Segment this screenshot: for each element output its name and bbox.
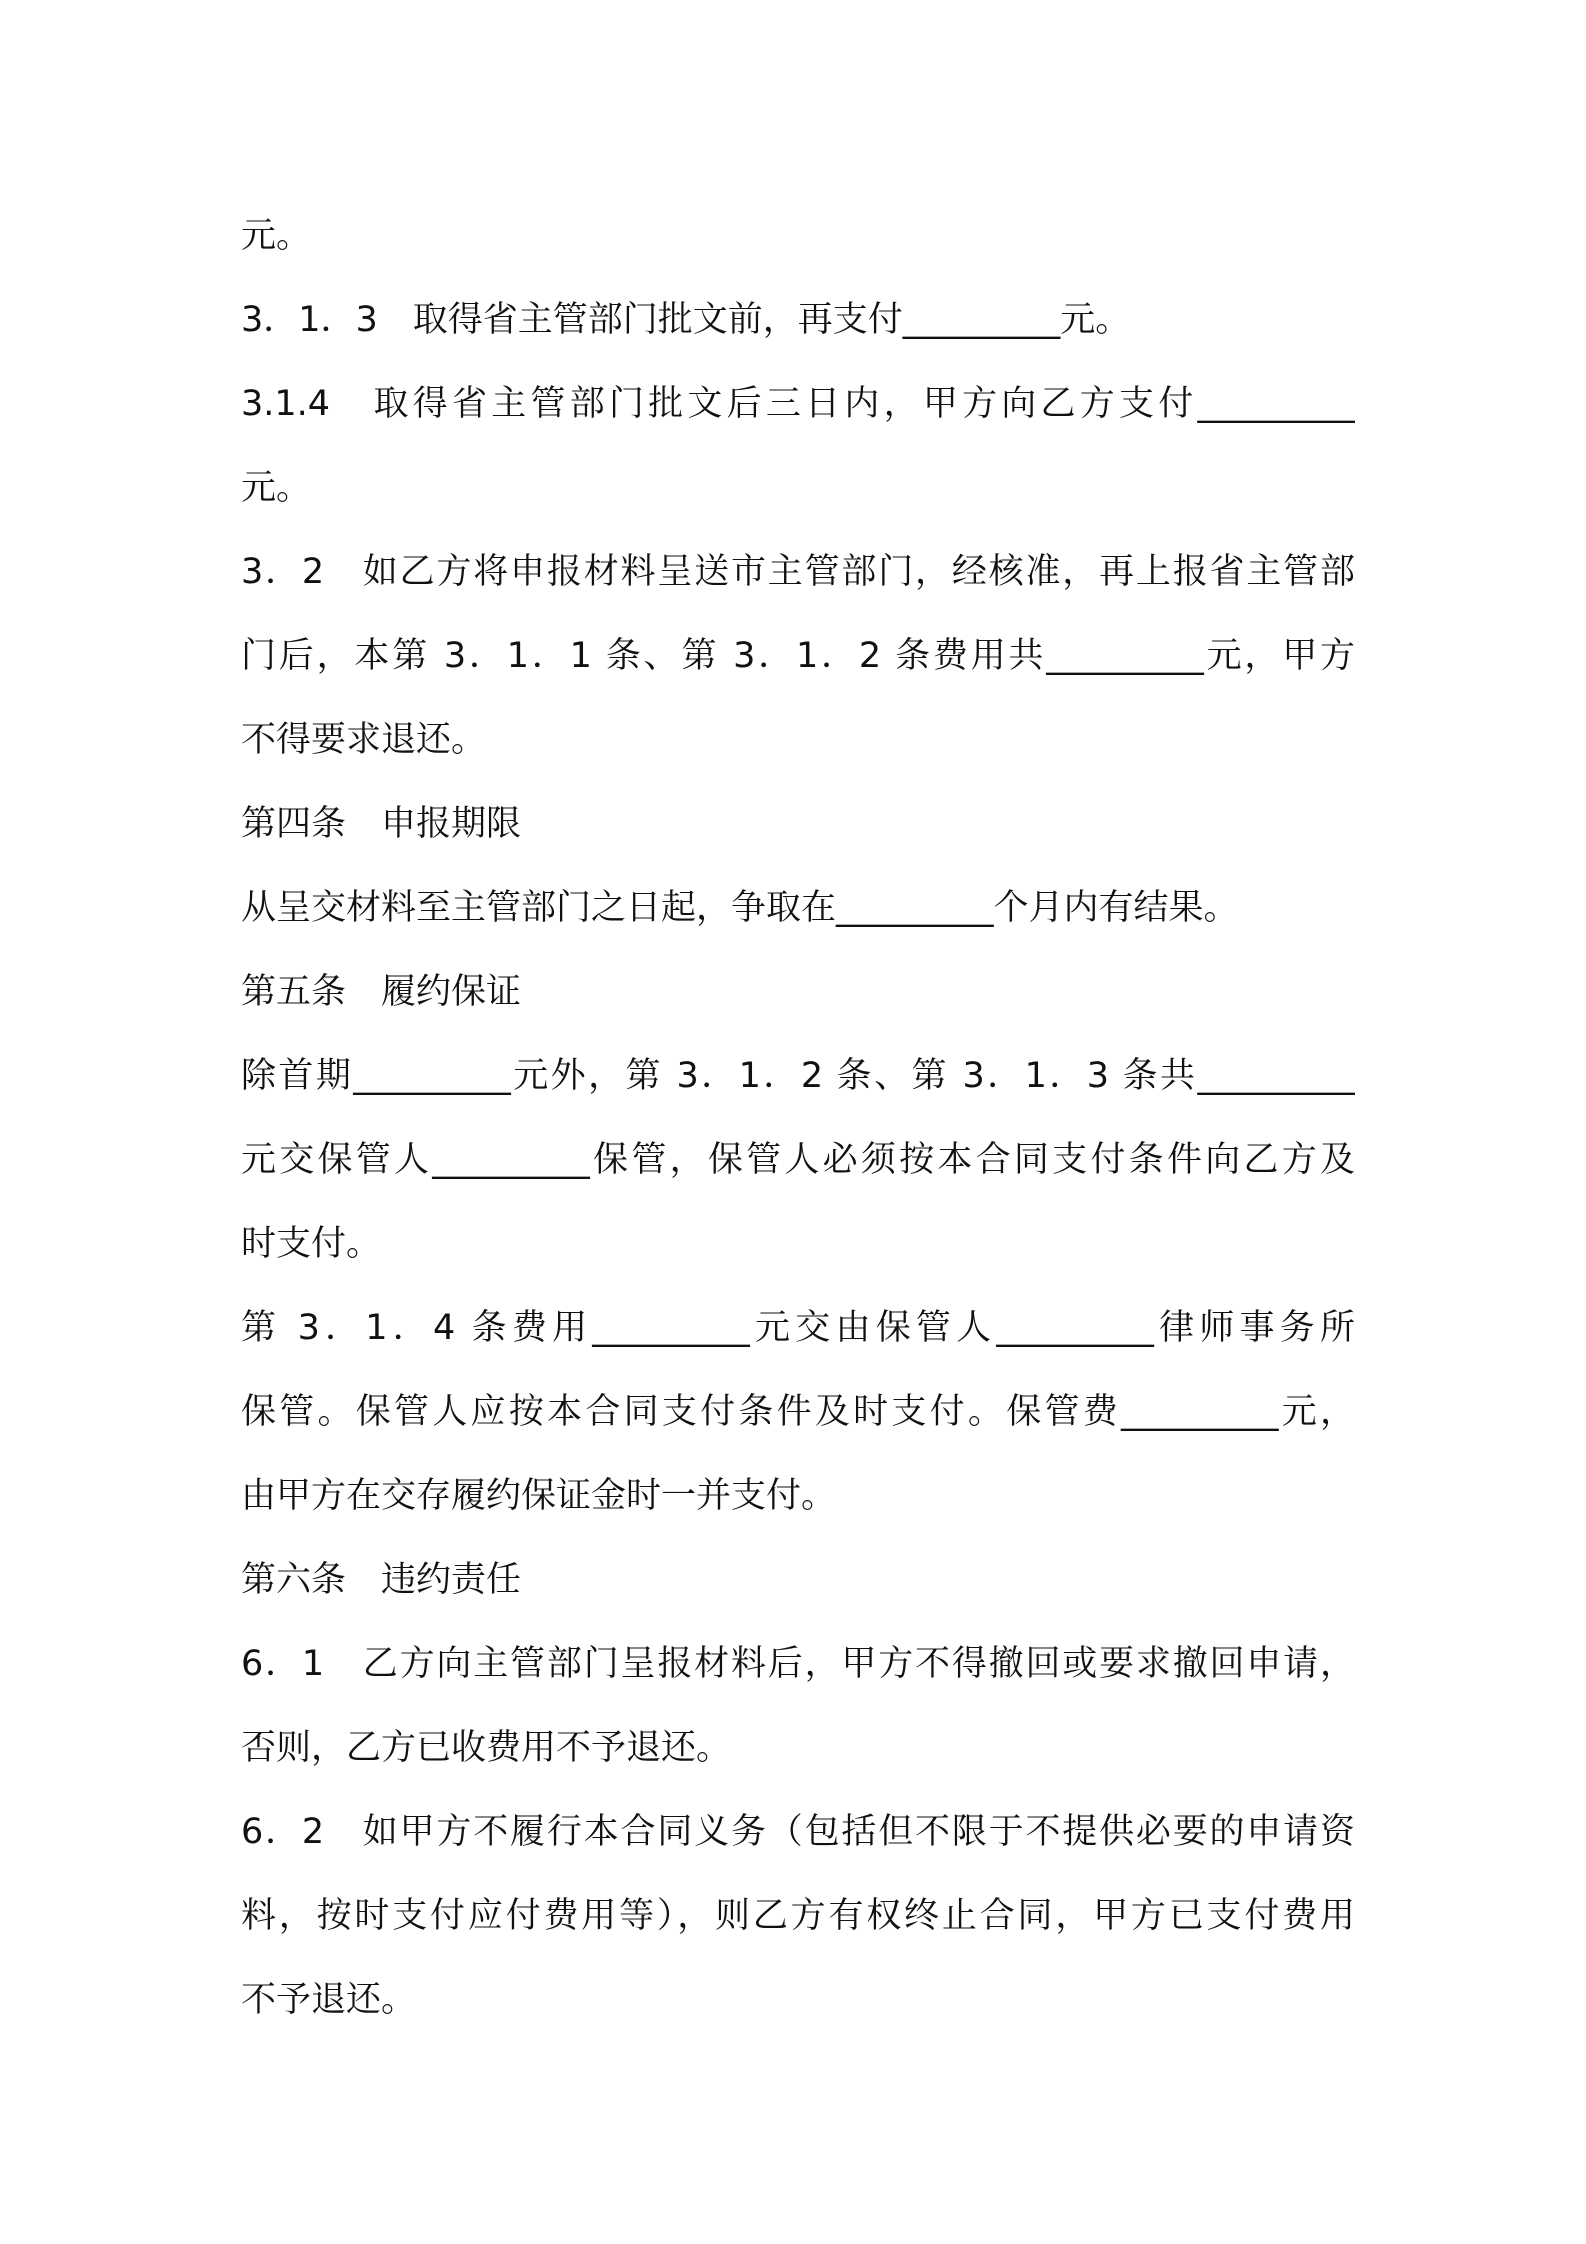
text-line: 6．2 如甲方不履行本合同义务（包括但不限于不提供必要的申请资 [241,1812,1355,1852]
article-heading: 第四条 申报期限 [241,804,522,844]
text-line: 元。 [241,468,312,508]
text-line: 不得要求退还。 [241,720,487,760]
text-line: 元。 [241,216,312,256]
text-line: 由甲方在交存履约保证金时一并支付。 [241,1476,837,1516]
article-heading: 第五条 履约保证 [241,972,522,1012]
text-line: 保管。保管人应按本合同支付条件及时支付。保管费_________元， [241,1392,1355,1432]
contract-text [241,194,1355,2042]
text-line: 从呈交材料至主管部门之日起，争取在_________个月内有结果。 [241,888,1239,928]
text-line: 元交保管人_________保管，保管人必须按本合同支付条件向乙方及 [241,1140,1355,1180]
text-line: 料，按时支付应付费用等），则乙方有权终止合同，甲方已支付费用 [241,1896,1355,1936]
article-heading: 第六条 违约责任 [241,1560,522,1600]
text-line: 不予退还。 [241,1980,417,2020]
text-line: 否则，乙方已收费用不予退还。 [241,1728,732,1768]
text-line: 门后，本第 3．1．1 条、第 3．1．2 条费用共_________元，甲方 [241,636,1355,676]
text-line: 第 3．1．4 条费用_________元交由保管人_________律师事务所 [241,1308,1355,1348]
text-line: 6．1 乙方向主管部门呈报材料后，甲方不得撤回或要求撤回申请， [241,1644,1355,1684]
text-line: 3．1．3 取得省主管部门批文前，再支付_________元。 [241,300,1131,340]
text-line: 3.1.4 取得省主管部门批文后三日内，甲方向乙方支付_________ [241,384,1355,424]
text-line: 除首期_________元外，第 3．1．2 条、第 3．1．3 条共_________ [241,1056,1355,1096]
text-line: 3．2 如乙方将申报材料呈送市主管部门，经核准，再上报省主管部 [241,552,1355,592]
text-line: 时支付。 [241,1224,382,1264]
